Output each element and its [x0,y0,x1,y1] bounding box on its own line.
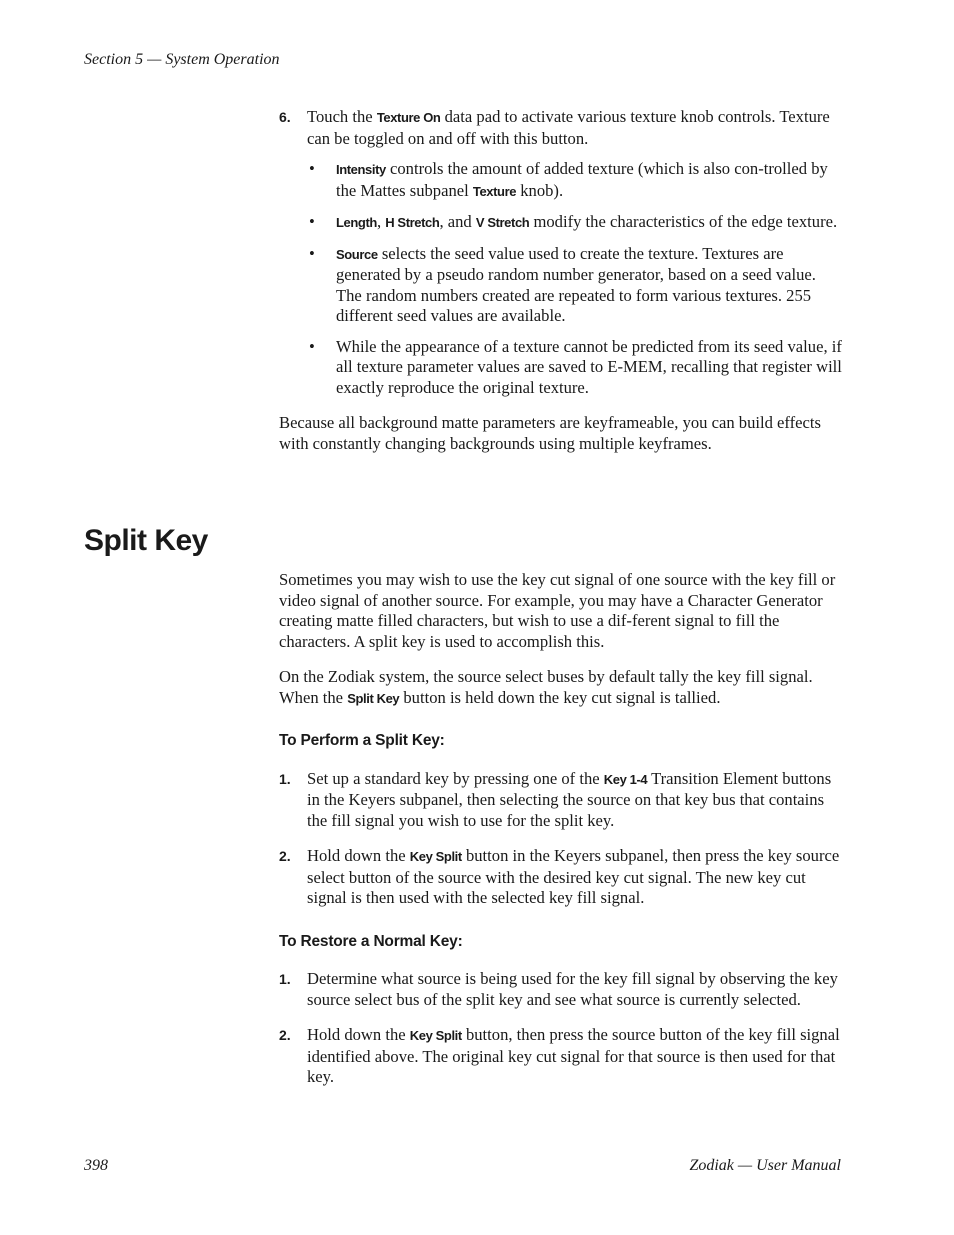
keyword-key-split: Key Split [409,1028,462,1043]
section-title: Split Key [84,524,208,557]
step-number: 1. [279,971,291,987]
texture-closing-paragraph: Because all background matte parameters are keyframeable, you can build effects with constantly changing backgrounds using multiple keyframes. [279,413,821,453]
keyword-v-stretch: V Stretch [475,215,530,230]
page-number: 398 [84,1157,108,1174]
step-number: 2. [279,848,291,864]
restore-step-2: 2. Hold down the Key Split button, then press the source button of the key fill signal identified above. The original key cut signal for that source is then used for that key. [279,1025,840,1086]
perform-heading: To Perform a Split Key: [279,732,445,749]
step-number: 2. [279,1027,291,1043]
keyword-texture-on: Texture On [376,110,441,125]
split-key-block [279,570,845,1088]
step-number: 6. [279,109,291,125]
step-6: 6. Touch the Texture On data pad to activate various texture knob controls. Texture can be toggled on and off with this button. [279,107,830,148]
keyword-key-split: Key Split [409,849,462,864]
bullet-dot: • [309,243,315,263]
keyword-split-key: Split Key [347,690,400,706]
page-header: Section 5 — System Operation [84,51,280,68]
bullet-dot: • [309,336,315,356]
bullet-emem: • While the appearance of a texture cannot be predicted from its seed value, if all texture parameter values are saved to E-MEM, recalling that register will exactly reproduce the original texture. [309,336,842,397]
restore-heading: To Restore a Normal Key: [279,932,463,950]
split-key-intro: Sometimes you may wish to use the key cut signal of one source with the key fill or video signal of another source. For example, you may have a Character Generator creating matte filled characters, but wish to use a dif-ferent signal to fill the characters. A split key is used to accomplish this. [279,570,836,651]
perform-step-1: 1. Set up a standard key by pressing one of the Key 1-4 Transition Element buttons in the Keyers subpanel, then selecting the source on that key bus that contains the fill signal you wish to use for the split key. [279,768,832,830]
bullet-source: • Source selects the seed value used to create the texture. Textures are generated by a pseudo random number generator, based on a seed value. The random numbers created are repeated to form various textures. 255 different seed values are available. [309,243,816,325]
keyword-source: Source [336,246,378,262]
texture-block [279,107,845,454]
keyword-intensity: Intensity [336,162,386,177]
bullet-intensity: • Intensity controls the amount of added texture (which is also con-trolled by the Mattes subpanel Texture knob). [309,159,828,200]
bullet-dot: • [309,212,315,231]
bullet-length-stretch: • Length, H Stretch, and V Stretch modify the characteristics of the edge texture. [309,212,838,231]
zodiak-paragraph: On the Zodiak system, the source select buses by default tally the key fill signal. When the Split Key button is held down the key cut signal is tallied. [279,667,813,707]
manual-title: Zodiak — User Manual [689,1157,841,1174]
bullet-dot: • [309,159,315,178]
restore-step-1: 1. Determine what source is being used for the key fill signal by observing the key source select bus of the split key and see what source is currently selected. [279,969,838,1009]
keyword-length: Length [336,215,377,230]
keyword-h-stretch: H Stretch [385,215,440,230]
keyword-texture: Texture [472,183,517,199]
keyword-key-1-4: Key 1-4 [603,771,648,787]
perform-step-2: 2. Hold down the Key Split button in the Keyers subpanel, then press the key source select button of the source with the desired key cut signal. The new key cut signal is then used with the selected key fill signal. [279,846,840,907]
step-number: 1. [279,770,291,787]
